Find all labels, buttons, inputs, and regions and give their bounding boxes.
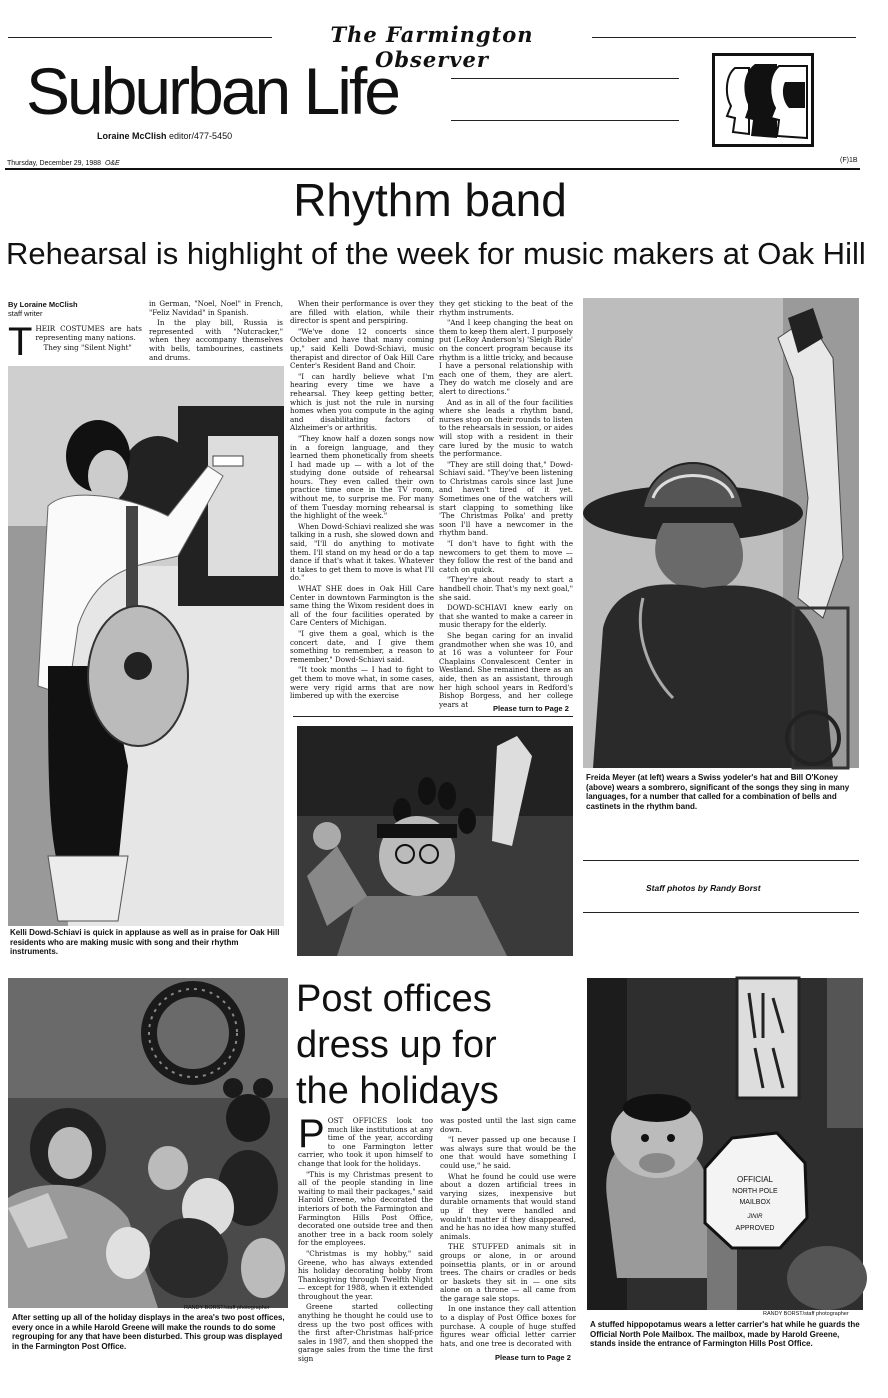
caption-rule-1 <box>583 860 859 861</box>
story1-deck: Rehearsal is highlight of the week for music makers at Oak Hill <box>6 236 866 271</box>
story2-col2-p1: was posted until the last sign came down. <box>440 1116 576 1134</box>
photo-bells-graphic <box>297 726 573 956</box>
story1-col3 <box>290 300 434 720</box>
story1-col3-p2: "We've done 12 concerts since October and have that many coming up," said Kelli Dowd-Schiavi, music therapist and director of Oak Hill Care Center's Resident Band and Choir. <box>290 326 434 371</box>
story1-col4-p1: they get sticking to the beat of the rhythm instruments. <box>439 299 573 317</box>
story2-continued: Please turn to Page 2 <box>495 1353 571 1362</box>
story2-col2-p2: "I never passed up one because I was always sure that would be the one that would have something I could use," he said. <box>440 1135 576 1170</box>
mailbox-sign-line5: APPROVED <box>735 1225 775 1232</box>
photo-hippo-graphic <box>587 978 863 1310</box>
story1-col3-p4: "They know half a dozen songs now in a foreign language, and they learned them phonetically from sheets I had made up — with a lot of the studying done outside of rehearsal hours. They even called their own practice time once in the TV room, without me, to surprise me. For many of them Tuesday morning rehearsal is the highlight of the week." <box>290 433 434 521</box>
story1-col4-p4: "They are still doing that," Dowd-Schiavi said. "They've been listening to Christmas carols since last June and haven't tired of it yet. Sometimes one of the watchers will start clapping to something like 'The Christmas Polka' and pretty soon I'll have a newcomer in the rhythm band. <box>439 459 573 538</box>
masthead-bottom-rule <box>5 168 860 170</box>
story2-col1-lead: OST OFFICES look too much like institutions at any time of the year, according to one Farmington letter carrier, who took it upon himself to change that look for the holidays. <box>298 1116 433 1168</box>
story1-byline <box>8 300 143 318</box>
story1-col4-p8: She began caring for an invalid grandmother when she was 10, and at 16 was a volunteer for Four Chaplains Convalescent Center in Westland. She remained there as an aide, then as an assistant, through her high school years in Redford's Bishop Borgess, and her college years at <box>439 630 573 709</box>
caption-rule-2 <box>583 912 859 913</box>
story1-caption-right: Freida Meyer (at left) wears a Swiss yodeler's hat and Bill O'Koney (above) wears a sombrero, significant of the songs they sing in many languages, for a number that called for a combination of bells and castinets in the rhythm band. <box>586 773 850 811</box>
masthead-rule-right <box>592 37 856 38</box>
story2-caption-right: A stuffed hippopotamus wears a letter carrier's hat while he guards the Official North Pole Mailbox. The mailbox, made by Harold Greene, stands inside the entrance of Farmington Hills Post Office. <box>590 1320 860 1348</box>
photo-kelli-graphic <box>8 366 284 926</box>
story2-caption-left: After setting up all of the holiday displays in the area's two post offices, every once in a while Harold Greene will make the rounds to do some regrouping for any that have been disturbed. This group was displayed in the Farmington Post Office. <box>12 1313 285 1351</box>
story1-col4-p3: And as in all of the four facilities where she leads a rhythm band, nurses stop on their rounds to listen to the rehearsals in session, or aides will stop with a resident in their care lured by the music to watch the performance. <box>439 397 573 459</box>
story1-col3-p1: When their performance is over they are filled with elation, while their director is spent and perspiring. <box>290 299 434 326</box>
story1-col4-p5: "I don't have to fight with the newcomers to get them to move — they follow the rest of the band and catch on quick. <box>439 539 573 574</box>
mailbox-sign-line4: JINIR <box>747 1214 763 1220</box>
faces-logo <box>712 53 814 147</box>
story1-col3-p7: "I give them a goal, which is the concert date, and I give them something to remember, a reason to remember," Dowd-Schiavi said. <box>290 628 434 664</box>
story2-headline-line3: the holidays <box>296 1070 499 1112</box>
staff-photos-credit: Staff photos by Randy Borst <box>646 883 761 893</box>
story2-col1 <box>298 1112 433 1367</box>
story2-col2 <box>440 1117 576 1349</box>
story2-col1-p4: Greene started collecting anything he thought he could use to dress up the two post offices with the first after-Christmas half-price sales in 1987, and then shopped the garage sales from the time the first sign <box>298 1302 433 1364</box>
photo-sombrero-man <box>583 298 859 768</box>
byline-name: By Loraine McClish <box>8 300 78 309</box>
story1-caption-left: Kelli Dowd-Schiavi is quick in applause as well as in praise for Oak Hill residents who are making music with song and their rhythm instruments. <box>10 928 280 956</box>
mailbox-sign-line3: MAILBOX <box>739 1199 771 1206</box>
story1-col4-p2: "And I keep changing the beat on them to keep them alert. I purposely put (LeRoy Anderson's) 'Sleigh Ride' on the concert program because its rhythm is a little tricky, and because I have a personal relationship with each one of them, they are alert. They do watch me closely and are alert to directions." <box>439 318 573 396</box>
story2-headline-line2: dress up for <box>296 1024 497 1066</box>
story1-col3-p3: "I can hardly believe what I'm hearing every time we have a rehearsal. They keep getting better, which is just not the rule in nursing homes when you compute in the aging and disabilitating factors of Alzheimer's or arthritis. <box>290 371 434 433</box>
story1-col1-p2: They sing "Silent Night" <box>43 343 132 353</box>
story1-col1-lead: HEIR COSTUMES are hats representing many nations. <box>35 324 142 342</box>
dateline <box>7 160 120 167</box>
story2-col2-p3: What he found he could use were about a dozen artificial trees in varying sizes, inexpensive but durable ornaments that would stand up if they were handled and wouldn't matter if they disappeared, and he has no idea how many stuffed animals. <box>440 1171 576 1241</box>
story2-headline-line1: Post offices <box>296 978 492 1020</box>
story1-col2-p2: In the play bill, Russia is represented with "Nutcracker," when they accompany themselves with bells, tambourines, castinets and drums. <box>149 318 283 362</box>
edition-code: O&E <box>104 160 120 167</box>
photo-sombrero-graphic <box>583 298 859 768</box>
photo-bells-man <box>297 726 573 956</box>
story1-dropcap: T <box>8 320 33 364</box>
story1-col3-p6: WHAT SHE does in Oak Hill Care Center in downtown Farmington is the same thing the Wixom resident does in all of the four facilities operated by Care Centers of Michigan. <box>290 584 434 628</box>
editor-name: Loraine McClish <box>97 131 167 141</box>
mailbox-sign-line2: NORTH POLE <box>732 1188 778 1195</box>
faces-logo-icon <box>715 56 811 144</box>
story2-dropcap: P <box>298 1112 325 1156</box>
masthead-line-1 <box>451 78 679 79</box>
paper-name: The Farmington Observer <box>330 22 534 72</box>
byline-role: staff writer <box>8 309 43 318</box>
story1-col3-p8: "It took months — I had to fight to get them to move what, in some cases, were very rigid arms that are now limbered up with the exercise <box>290 665 434 701</box>
story2-col1-p3: "Christmas is my hobby," said Greene, who has always extended his holiday decorating hobby from Thanksgiving through Twelfth Night — except for 1988, when it extended throughout the year. <box>298 1248 433 1301</box>
story1-col4-p6: "They're about ready to start a handbell choir. That's my next goal," she said. <box>439 575 573 602</box>
story1-continued: Please turn to Page 2 <box>493 704 569 713</box>
story1-col3-p5: When Dowd-Schiavi realized she was talking in a rush, she slowed down and said, "I'll do anything to motivate them. I'll stand on my head or do a tap dance if that's what it takes. Whatever it takes to get them to move is what I'll do." <box>290 521 434 583</box>
story1-col1 <box>8 320 142 365</box>
issue-date: Thursday, December 29, 1988 <box>7 160 102 167</box>
story1-col2 <box>149 300 283 364</box>
story2-credit-left: RANDY BORST/staff photographer <box>184 1305 270 1311</box>
photo-greene-graphic <box>8 978 288 1308</box>
story1-col-rule <box>293 716 573 717</box>
story1-col4-p7: DOWD-SCHIAVI knew early on that she wanted to make a career in music therapy for the elderly. <box>439 603 573 630</box>
masthead-line-2 <box>451 120 679 121</box>
story1-col2-p1: in German, "Noel, Noel" in French, "Feliz Navidad" in Spanish. <box>149 299 283 317</box>
editor-line <box>97 131 232 141</box>
mailbox-sign-line1: OFFICIAL <box>736 1175 774 1184</box>
photo-kelli-guitar <box>8 366 284 926</box>
masthead-rule-left <box>8 37 272 38</box>
story2-col1-p2: "This is my Christmas present to all of the people standing in line waiting to mail their packages," said Harold Greene, who decorated the interiors of both the Farmington and Farmington Hills Post Office, decorated one outside tree and then another tree in a back room solely for the employees. <box>298 1169 433 1248</box>
story1-headline: Rhythm band <box>293 174 567 226</box>
story2-credit-right: RANDY BORST/staff photographer <box>763 1311 849 1317</box>
editor-contact: editor/477-5450 <box>169 131 233 141</box>
section-title: Suburban Life <box>26 54 398 128</box>
photo-hippo-mailbox <box>587 978 863 1310</box>
page-number: (F)1B <box>840 157 858 164</box>
story2-headline <box>296 976 576 1114</box>
photo-greene-display <box>8 978 288 1308</box>
story2-col2-p5: In one instance they call attention to a display of Post Office boxes for purchase. A couple of huge stuffed figures wear official letter carrier hats, and one tree is decorated with <box>440 1304 576 1348</box>
story2-col2-p4: THE STUFFED animals sit in groups or alone, in or around poinsettia plants, or in or around trees. The chairs or cradles or beds or baskets they sit in — one sits alone on a throne — all came from the garage sale stops. <box>440 1242 576 1303</box>
